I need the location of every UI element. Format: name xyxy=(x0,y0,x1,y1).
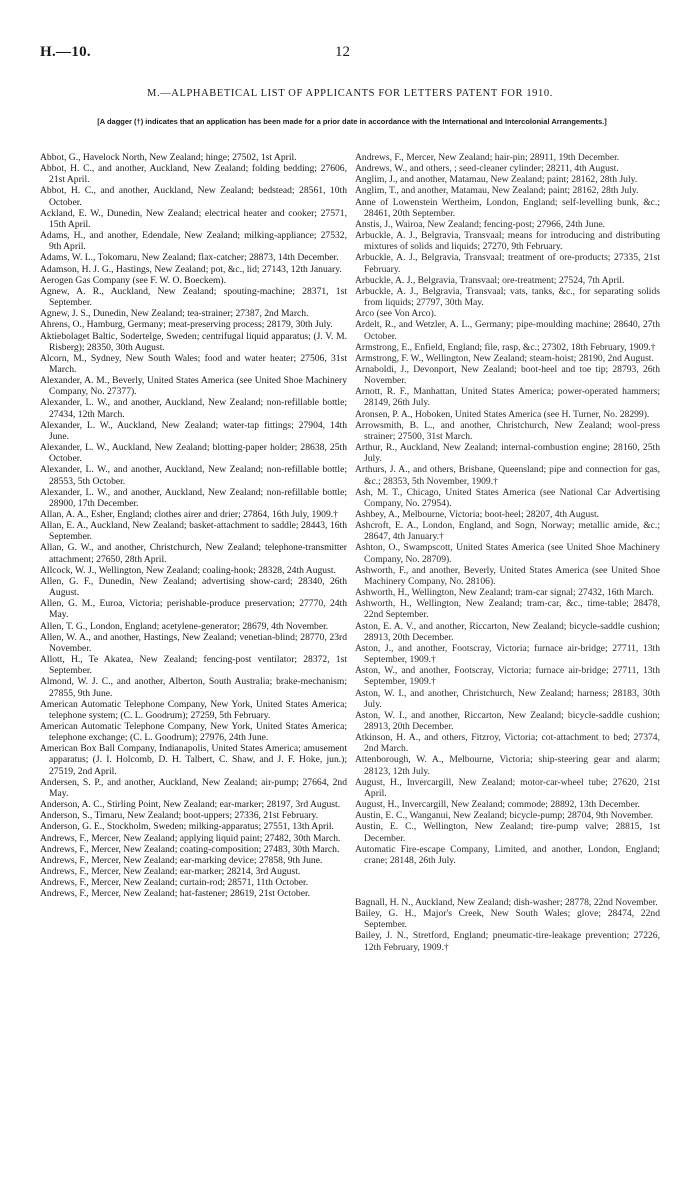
list-item: Arco (see Von Arco). xyxy=(355,308,437,320)
list-item: Almond, W. J. C., and another, Alberton, South Australia; brake-mechanism; 27855, 9th June. xyxy=(40,676,347,699)
list-item: Abbot, H. C., and another, Auckland, New Zealand; folding bedding; 27606, 21st April. xyxy=(40,163,347,186)
list-item: Allan, E. A., Auckland, New Zealand; basket-attachment to saddle; 28443, 16th September. xyxy=(40,520,347,543)
list-item: Allen, G. M., Euroa, Victoria; perishable-produce preservation; 27770, 24th May. xyxy=(40,598,347,621)
list-item: Bailey, G. H., Major's Creek, New South Wales; glove; 28474, 22nd September. xyxy=(355,908,660,931)
list-item: Arbuckle, A. J., Belgravia, Transvaal; ore-treatment; 27524, 7th April. xyxy=(355,274,625,286)
list-item: Ashcroft, E. A., London, England, and Sogn, Norway; metallic amide, &c.; 28647, 4th January.† xyxy=(355,520,660,543)
list-item: Bagnall, H. N., Auckland, New Zealand; dish-washer; 28778, 22nd November. xyxy=(355,897,658,908)
list-item: Andrews, F., Mercer, New Zealand; ear-marking device; 27858, 9th June. xyxy=(40,854,323,866)
list-item: Ashworth, H., Wellington, New Zealand; tram-car signal; 27432, 16th March. xyxy=(355,587,654,599)
right-column xyxy=(355,152,660,953)
list-item: Automatic Fire-escape Company, Limited, and another, London, England; crane; 28148, 26th July. xyxy=(355,843,660,866)
list-item: American Automatic Telephone Company, New York, United States America; telephone exchange; (C. L. Goodrum); 27976, 24th June. xyxy=(40,720,347,744)
list-item: Attenborough, W. A., Melbourne, Victoria; ship-steering gear and alarm; 28123, 12th July. xyxy=(355,754,660,777)
list-item: Andrews, W., and others, ; seed-cleaner cylinder; 28211, 4th August. xyxy=(355,163,619,175)
list-item: Andrews, F., Mercer, New Zealand; hat-fastener; 28619, 21st October. xyxy=(40,888,311,900)
list-item: Alexander, A. M., Beverly, United States America (see United Shoe Machinery Company, No. 27377). xyxy=(40,375,347,398)
list-item: Andrews, F., Mercer, New Zealand; ear-marker; 28214, 3rd August. xyxy=(40,866,301,877)
list-item: Allcock, W. J., Wellington, New Zealand; coaling-hook; 28328, 24th August. xyxy=(40,564,336,576)
list-item: Arthurs, J. A., and others, Brisbane, Queensland; pipe and connection for gas, &c.; 28353, 5th November, 1909.† xyxy=(355,464,660,487)
list-item: Andrews, F., Mercer, New Zealand; coating-composition; 27483, 30th March. xyxy=(40,843,340,855)
list-item: Adamson, H. J. G., Hastings, New Zealand; pot, &c., lid; 27143, 12th January. xyxy=(40,263,342,275)
list-item: Abbot, G., Havelock North, New Zealand; hinge; 27502, 1st April. xyxy=(40,152,297,163)
list-item: American Box Ball Company, Indianapolis, United States America; amusement apparatus; (J. I. Holcomb, D. H. Talbert, C. Shaw, and J. F. Hoke, jun.); 27519, 2nd April. xyxy=(40,743,347,777)
list-item: Ash, M. T., Chicago, United States America (see National Car Advertising Company, No. 27954). xyxy=(355,486,660,509)
list-item: Alexander, L. W., Auckland, New Zealand; blotting-paper holder; 28638, 25th October. xyxy=(40,442,347,465)
list-item: Arnott, R. F., Manhattan, United States America; power-operated hammers; 28149, 26th July. xyxy=(355,386,660,409)
list-item: Armstrong, E., Enfield, England; file, rasp, &c.; 27302, 18th February, 1909.† xyxy=(355,341,656,353)
list-item: Austin, E. C., Wellington, New Zealand; tire-pump valve; 28815, 1st December. xyxy=(355,821,660,844)
list-item: Aktiebolaget Baltic, Sodertelge, Sweden; centrifugal liquid apparatus; (J. V. M. Risberg); 28350, 30th August. xyxy=(40,330,347,353)
list-item: Allan, A. A., Esher, England; clothes airer and drier; 27864, 16th July, 1909.† xyxy=(40,509,338,520)
list-item: Arbuckle, A. J., Belgravia, Transvaal; vats, tanks, &c., for separating solids from liquids; 27797, 30th May. xyxy=(355,285,660,309)
list-item: Anne of Lowenstein Wertheim, London, England; self-levelling bunk, &c.; 28461, 20th September. xyxy=(355,196,660,219)
list-item: Andrews, F., Mercer, New Zealand; curtain-rod; 28571, 11th October. xyxy=(40,877,309,889)
page-number: 12 xyxy=(335,44,350,60)
list-item: Anglim, T., and another, Matamau, New Zealand; paint; 28162, 28th July. xyxy=(355,185,639,197)
list-item: Aston, J., and another, Footscray, Victoria; furnace air-bridge; 27711, 13th September, 1909.† xyxy=(355,642,660,666)
page-identifier: H.—10. xyxy=(40,44,91,60)
list-item: Ackland, E. W., Dunedin, New Zealand; electrical heater and cooker; 27571, 15th April. xyxy=(40,207,347,230)
dagger-note: [A dagger (†) indicates that an application has been made for a prior date in accordance with the International and Intercolonial Arrangements.] xyxy=(97,117,607,126)
section-gap xyxy=(355,866,660,897)
list-item: Armstrong, F. W., Wellington, New Zealand; steam-hoist; 28190, 2nd August. xyxy=(355,352,654,364)
list-item: Alexander, L. W., and another, Auckland, New Zealand; non-refillable bottle; 27434, 12th March. xyxy=(40,397,347,420)
list-item: Anderson, A. C., Stirling Point, New Zealand; ear-marker; 28197, 3rd August. xyxy=(40,799,341,811)
list-item: Arnaboldi, J., Devonport, New Zealand; boot-heel and toe tip; 28793, 26th November. xyxy=(355,363,660,387)
list-item: Alexander, L. W., Auckland, New Zealand; water-tap fittings; 27904, 14th June. xyxy=(40,419,347,442)
list-item: Aston, W. I., and another, Riccarton, New Zealand; bicycle-saddle cushion; 28913, 20th December. xyxy=(355,709,660,732)
list-item: Abbot, H. C., and another, Auckland, New Zealand; bedstead; 28561, 10th October. xyxy=(40,185,347,208)
list-item: Alexander, L. W., and another, Auckland, New Zealand; non-refillable bottle; 28900, 17th December. xyxy=(40,486,347,509)
list-item: Adams, W. L., Tokomaru, New Zealand; flax-catcher; 28873, 14th December. xyxy=(40,252,339,264)
list-item: Bailey, J. N., Stretford, England; pneumatic-tire-leakage prevention; 27226, 12th February, 1909.† xyxy=(355,930,660,953)
list-item: Aronsen, P. A., Hoboken, United States America (see H. Turner, No. 28299). xyxy=(355,408,650,420)
list-item: Ashbey, A., Melbourne, Victoria; boot-heel; 28207, 4th August. xyxy=(355,509,600,520)
list-item: Anstis, J., Wairoa, New Zealand; fencing-post; 27966, 24th June. xyxy=(355,218,606,230)
list-item: Alexander, L. W., and another, Auckland, New Zealand; non-refillable bottle; 28553, 5th October. xyxy=(40,464,347,487)
list-item: Arbuckle, A. J., Belgravia, Transvaal; treatment of ore-products; 27335, 21st February. xyxy=(355,252,660,275)
list-item: Arthur, R., Auckland, New Zealand; internal-combustion engine; 28160, 25th July. xyxy=(355,442,660,465)
left-column xyxy=(40,152,347,899)
list-item: Arbuckle, A. J., Belgravia, Transvaal; means for introducing and distributing mixtures of solids and liquids; 27270, 9th February. xyxy=(355,230,660,253)
list-item: Aston, W., and another, Footscray, Victoria; furnace air-bridge; 27711, 13th September, 1909.† xyxy=(355,665,660,688)
list-item: Andrews, F., Mercer, New Zealand; applying liquid paint; 27482, 30th March. xyxy=(40,832,341,844)
list-item: Allott, H., Te Akatea, New Zealand; fencing-post ventilator; 28372, 1st September. xyxy=(40,654,347,677)
list-item: Atkinson, H. A., and others, Fitzroy, Victoria; cot-attachment to bed; 27374, 2nd March. xyxy=(355,732,660,755)
list-item: Ashworth, H., Wellington, New Zealand; tram-car, &c., time-table; 28478, 22nd September. xyxy=(355,598,660,621)
list-item: Allen, W. A., and another, Hastings, New Zealand; venetian-blind; 28770, 23rd November. xyxy=(40,631,347,654)
list-item: Allen, T. G., London, England; acetylene-generator; 28679, 4th November. xyxy=(40,620,329,632)
list-item: Aston, W. I., and another, Christchurch, New Zealand; harness; 28183, 30th July. xyxy=(355,687,660,710)
list-item: Andrews, F., Mercer, New Zealand; hair-pin; 28911, 19th December. xyxy=(355,152,620,163)
list-item: August, H., Invercargill, New Zealand; commode; 28892, 13th December. xyxy=(355,799,640,811)
list-item: Andersen, S. P., and another, Auckland, New Zealand; air-pump; 27664, 2nd May. xyxy=(40,776,347,799)
list-item: Ardelt, R., and Wetzler, A. L., Germany; pipe-moulding machine; 28640, 27th October. xyxy=(355,319,660,342)
page-title: M.—ALPHABETICAL LIST OF APPLICANTS FOR LETTERS PATENT FOR 1910. xyxy=(147,88,553,99)
list-item: Allen, G. F., Dunedin, New Zealand; advertising show-card; 28340, 26th August. xyxy=(40,575,347,599)
list-item: Adams, H., and another, Edendale, New Zealand; milking-appliance; 27532, 9th April. xyxy=(40,230,347,253)
list-item: Ahrens, O., Hamburg, Germany; meat-preserving process; 28179, 30th July. xyxy=(40,319,333,331)
list-item: Aerogen Gas Company (see F. W. O. Boeckem). xyxy=(40,274,227,286)
list-item: American Automatic Telephone Company, New York, United States America; telephone system; (C. L. Goodrum); 27259, 5th February. xyxy=(40,698,347,721)
list-item: Alcorn, M., Sydney, New South Wales; food and water heater; 27506, 31st March. xyxy=(40,352,347,375)
list-item: Aston, E. A. V., and another, Riccarton, New Zealand; bicycle-saddle cushion; 28913, 20th December. xyxy=(355,620,660,643)
list-item: Anglim, J., and another, Matamau, New Zealand; paint; 28162, 28th July. xyxy=(355,174,638,186)
list-item: August, H., Invercargill, New Zealand; motor-car-wheel tube; 27620, 21st April. xyxy=(355,776,660,799)
list-item: Ashton, O., Swampscott, United States America (see United Shoe Machinery Company, No. 28709). xyxy=(355,542,660,565)
list-item: Austin, E. C., Wanganui, New Zealand; bicycle-pump; 28704, 9th November. xyxy=(355,810,653,822)
list-item: Allan, G. W., and another, Christchurch, New Zealand; telephone-transmitter attachment; 27650, 28th April. xyxy=(40,542,347,565)
list-item: Arrowsmith, B. L., and another, Christchurch, New Zealand; wool-press strainer; 27500, 31st March. xyxy=(355,419,660,442)
list-item: Anderson, G. E., Stockholm, Sweden; milking-apparatus; 27551, 13th April. xyxy=(40,821,334,833)
list-item: Anderson, S., Timaru, New Zealand; boot-uppers; 27336, 21st February. xyxy=(40,810,319,822)
list-item: Agnew, J. S., Dunedin, New Zealand; tea-strainer; 27387, 2nd March. xyxy=(40,308,309,320)
list-item: Agnew, A. R., Auckland, New Zealand; spouting-machine; 28371, 1st September. xyxy=(40,285,347,309)
list-item: Ashworth, F., and another, Beverly, United States America (see United Shoe Machinery Company, No. 28106). xyxy=(355,564,660,587)
